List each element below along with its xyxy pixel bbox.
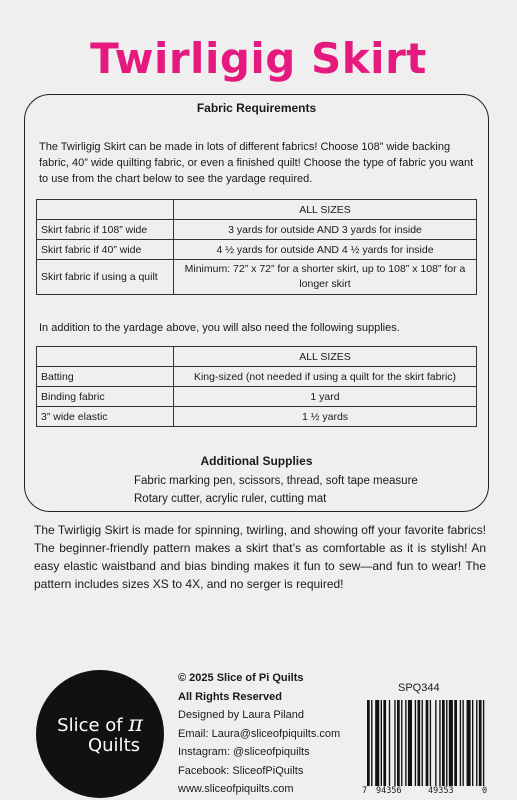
supplies-intro-text: In addition to the yardage above, you will also need the following supplies. xyxy=(39,322,400,334)
facebook-text: Facebook: SliceofPiQuilts xyxy=(178,764,304,777)
table-row xyxy=(37,367,477,387)
table-row xyxy=(37,407,477,427)
additional-supplies-list xyxy=(134,472,418,508)
table-cell: Binding fabric xyxy=(37,387,174,407)
fabric-intro-text: The Twirligig Skirt can be made in lots of different fabrics! Choose 108” wide backing fabric, 40” wide quilting fabric, or even a finished quilt! Choose the type of fabric you want to use from the chart below to see the yardage required. xyxy=(39,141,474,185)
slice-of-pi-logo xyxy=(36,670,164,798)
table-cell: King-sized (not needed if using a quilt for the skirt fabric) xyxy=(174,367,477,387)
list-item: Rotary cutter, acrylic ruler, cutting mat xyxy=(134,493,327,505)
barcode-icon xyxy=(367,700,487,786)
table-row xyxy=(37,260,477,295)
table-cell: 3” wide elastic xyxy=(37,407,174,427)
table-row xyxy=(37,200,477,220)
table-cell: 3 yards for outside AND 3 yards for inside xyxy=(174,220,477,240)
supplies-table xyxy=(36,346,477,427)
table-cell: 4 ½ yards for outside AND 4 ½ yards for inside xyxy=(174,240,477,260)
logo-line-2: Quilts xyxy=(87,735,140,756)
fabric-table xyxy=(36,199,477,295)
table-cell: 1 yard xyxy=(174,387,477,407)
table-row xyxy=(37,220,477,240)
page-title: Twirligig Skirt xyxy=(90,34,427,83)
barcode-digit-group: 94356 xyxy=(376,786,402,796)
barcode-digit-group: 7 xyxy=(362,786,368,796)
barcode-digit-group: 49353 xyxy=(428,786,454,796)
table-cell: Skirt fabric if 108” wide xyxy=(37,220,174,240)
barcode-digit-group: 0 xyxy=(482,786,488,796)
instagram-text: Instagram: @sliceofpiquilts xyxy=(178,746,310,758)
table-header-cell: ALL SIZES xyxy=(174,347,477,367)
table-cell: 1 ½ yards xyxy=(174,407,477,427)
copyright-text: © 2025 Slice of Pi Quilts xyxy=(178,672,304,684)
table-row xyxy=(37,347,477,367)
table-row xyxy=(37,240,477,260)
sku-label: SPQ344 xyxy=(398,682,440,694)
designer-text: Designed by Laura Piland xyxy=(178,709,304,721)
table-cell: Batting xyxy=(37,367,174,387)
rights-text: All Rights Reserved xyxy=(178,690,282,703)
table-cell xyxy=(37,200,174,220)
additional-supplies-heading: Additional Supplies xyxy=(200,454,313,468)
pi-symbol-icon: π xyxy=(128,712,143,737)
table-cell: Skirt fabric if using a quilt xyxy=(37,260,174,295)
website-text: www.sliceofpiquilts.com xyxy=(178,783,294,795)
fabric-requirements-heading: Fabric Requirements xyxy=(196,101,317,115)
email-text: Email: Laura@sliceofpiquilts.com xyxy=(178,727,341,740)
list-item: Fabric marking pen, scissors, thread, soft tape measure xyxy=(134,475,418,487)
credits-block xyxy=(178,669,340,799)
table-row xyxy=(37,387,477,407)
logo-line-1 xyxy=(57,712,143,737)
table-header-cell: ALL SIZES xyxy=(174,200,477,220)
table-cell: Minimum: 72” x 72” for a shorter skirt, up to 108” x 108” for a longer skirt xyxy=(174,260,477,295)
pattern-description: The Twirligig Skirt is made for spinning, twirling, and showing off your favorite fabrics! The beginner-friendly pattern makes a skirt that’s as comfortable as it is stylish! An easy elastic waistband and bias binding makes it fun to sew—and fun to wear! The pattern includes sizes XS to 4X, and no serger is required! xyxy=(34,523,486,591)
logo-text: Slice of xyxy=(57,715,123,736)
fabric-requirements-box xyxy=(24,94,489,512)
table-cell xyxy=(37,347,174,367)
table-cell: Skirt fabric if 40” wide xyxy=(37,240,174,260)
